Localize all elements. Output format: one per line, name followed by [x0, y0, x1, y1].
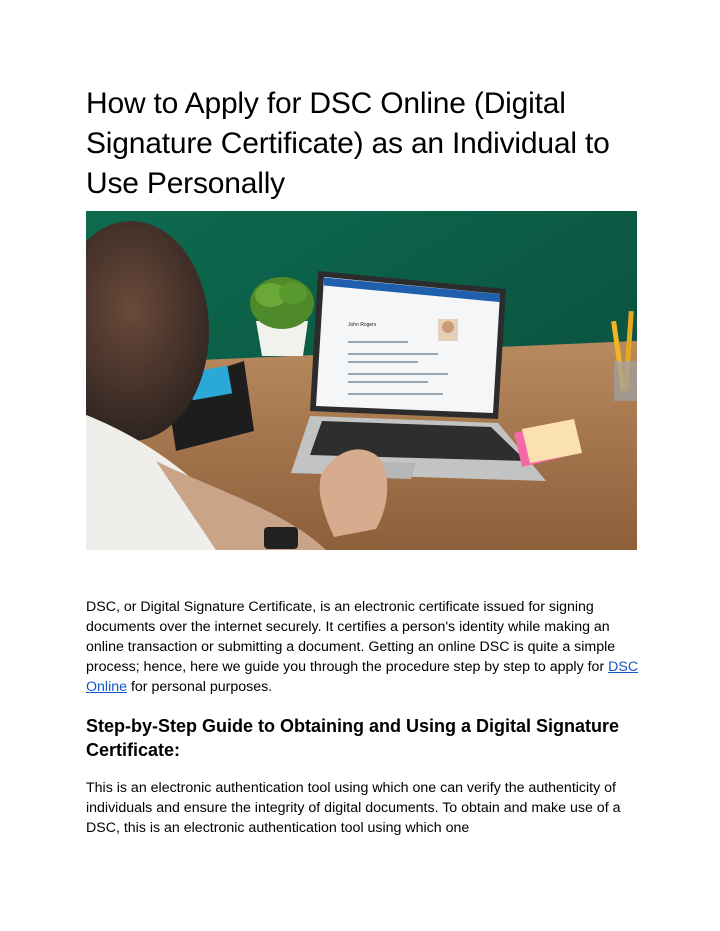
section-heading: Step-by-Step Guide to Obtaining and Using a Digital Signature Certificate:	[86, 716, 620, 760]
section-paragraph: This is an electronic authentication tool using which one can verify the authenticity of individuals and ensure the integrity of digital documents. To obtain and make use of a DSC, this is an electronic authentication tool using which one	[86, 780, 621, 836]
intro-text-end: for personal purposes.	[127, 679, 273, 695]
screen-name: John Rogers	[348, 322, 377, 328]
intro-paragraph	[86, 597, 646, 697]
intro-text: DSC, or Digital Signature Certificate, is an electronic certificate issued for signing documents over the internet securely. It certifies a person's identity while making an online transaction or submitting a document. Getting an online DSC is quite a simple process; hence, here we guide you through the procedure step by step to apply for	[86, 599, 616, 675]
dsc-online-link[interactable]: DSC Online	[86, 659, 639, 695]
page-title: How to Apply for DSC Online (Digital Signature Certificate) as an Individual to Use Personally	[86, 87, 610, 200]
laptop-photo-icon	[86, 211, 637, 550]
hero-image	[86, 211, 637, 550]
